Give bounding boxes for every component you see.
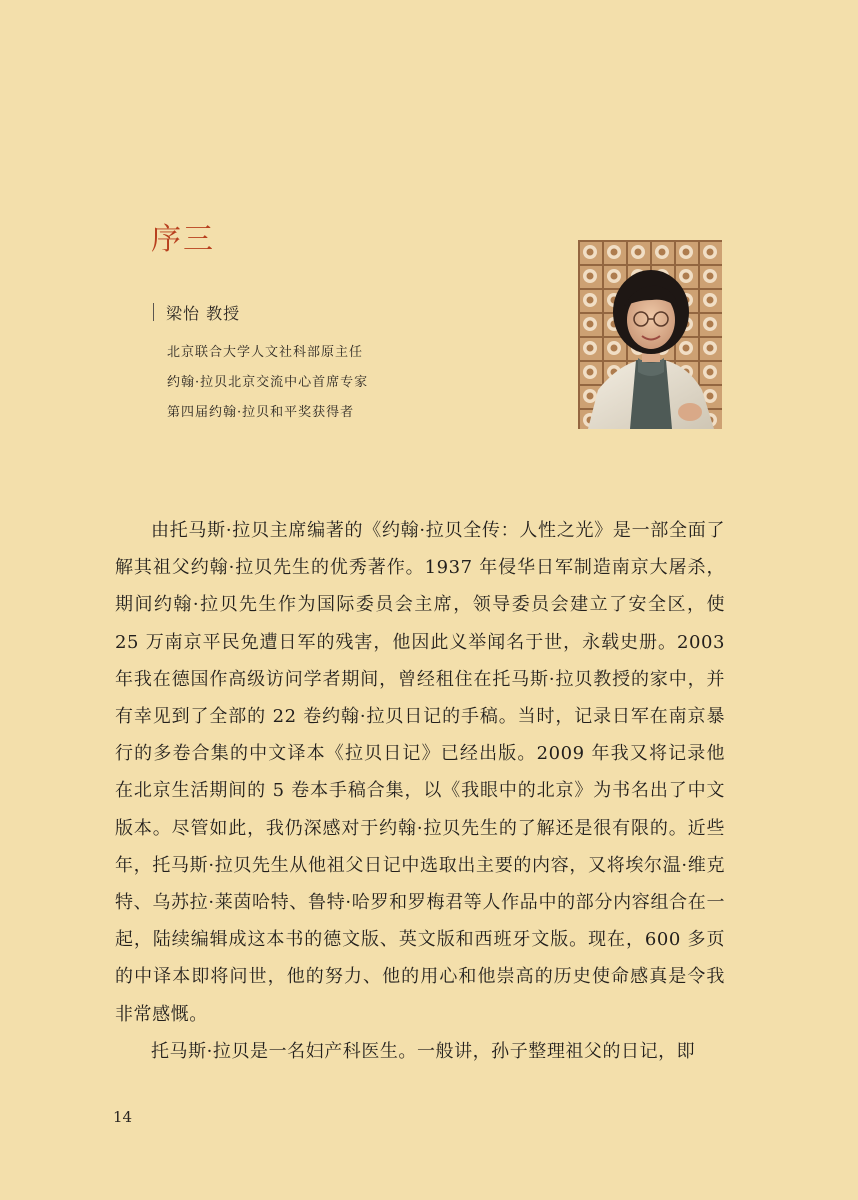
divider-bar: [153, 303, 154, 321]
section-title: 序三: [151, 222, 215, 257]
author-role: 第四届约翰·拉贝和平奖获得者: [167, 405, 355, 420]
portrait-photo-icon: [578, 240, 722, 429]
body-paragraph: 托马斯·拉贝是一名妇产科医生。一般讲，孙子整理祖父的日记，即: [151, 1040, 696, 1062]
page-number: 14: [113, 1108, 133, 1126]
author-block: [153, 298, 563, 428]
author-name: 梁怡 教授: [166, 303, 241, 323]
body-paragraph: 由托马斯·拉贝主席编著的《约翰·拉贝全传：人性之光》是一部全面了解其祖父约翰·拉贝先生的优秀著作。1937 年侵华日军制造南京大屠杀，期间约翰·拉贝先生作为国际委员会主席，领导委员会建立了安全区，使 25 万南京平民免遭日军的残害，他因此义举闻名于世，永载史册。2003 年我在德国作高级访问学者期间，曾经租住在托马斯·拉贝教授的家中，并有幸见到了全部的 22 卷约翰·拉贝日记的手稿。当时，记录日军在南京暴行的多卷合集的中文译本《拉贝日记》已经出版。2009 年我又将记录他在北京生活期间的 5 卷本手稿合集，以《我眼中的北京》为书名出了中文版本。尽管如此，我仍深感对于约翰·拉贝先生的了解还是很有限的。近些年，托马斯·拉贝先生从他祖父日记中选取出主要的内容，又将埃尔温·维克特、乌苏拉·莱茵哈特、鲁特·哈罗和罗梅君等人作品中的部分内容组合在一起，陆续编辑成这本书的德文版、英文版和西班牙文版。现在，600 多页的中译本即将问世，他的努力、他的用心和他崇高的历史使命感真是令我非常感慨。: [115, 520, 725, 1025]
author-line: [153, 298, 563, 326]
author-portrait: [578, 240, 722, 429]
author-role: 北京联合大学人文社科部原主任: [167, 345, 364, 360]
author-roles: [167, 338, 563, 428]
body-text: [115, 512, 725, 1070]
author-role: 约翰·拉贝北京交流中心首席专家: [167, 375, 369, 390]
